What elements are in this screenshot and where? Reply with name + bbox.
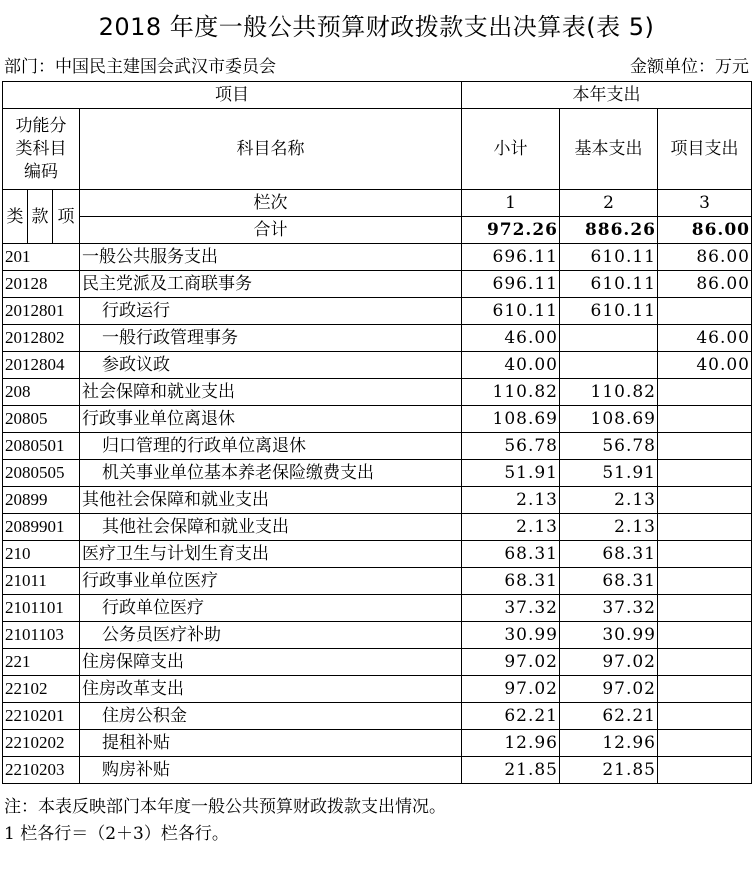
row-basic: 56.78 [560, 433, 658, 460]
row-basic: 97.02 [560, 649, 658, 676]
table-row [3, 730, 752, 757]
total-row [3, 217, 752, 244]
row-basic: 51.91 [560, 460, 658, 487]
table-row [3, 433, 752, 460]
table-row [3, 244, 752, 271]
row-code: 20899 [3, 487, 80, 514]
row-subject-name: 归口管理的行政单位离退休 [80, 433, 462, 460]
row-code: 2012801 [3, 298, 80, 325]
table-row [3, 757, 752, 784]
row-basic: 610.11 [560, 244, 658, 271]
row-project [658, 595, 752, 622]
row-subtotal: 68.31 [462, 568, 560, 595]
row-subject-name: 住房公积金 [80, 703, 462, 730]
row-subject-name: 民主党派及工商联事务 [80, 271, 462, 298]
header-kuan: 款 [28, 190, 53, 244]
row-code: 22102 [3, 676, 80, 703]
row-subtotal: 108.69 [462, 406, 560, 433]
row-subject-name: 其他社会保障和就业支出 [80, 514, 462, 541]
header-func-class-line: 类科目 [15, 138, 67, 159]
header-column-order: 栏次 [80, 190, 462, 217]
row-basic: 2.13 [560, 514, 658, 541]
header-current-year: 本年支出 [462, 82, 752, 109]
table-row [3, 649, 752, 676]
row-project [658, 703, 752, 730]
row-project: 46.00 [658, 325, 752, 352]
row-code: 2101101 [3, 595, 80, 622]
row-subtotal: 2.13 [462, 514, 560, 541]
row-basic: 21.85 [560, 757, 658, 784]
table-row [3, 622, 752, 649]
table-row [3, 595, 752, 622]
row-project [658, 487, 752, 514]
header-row-2 [3, 109, 752, 190]
row-subject-name: 其他社会保障和就业支出 [80, 487, 462, 514]
header-func-class-line: 功能分 [15, 115, 67, 136]
row-subtotal: 30.99 [462, 622, 560, 649]
row-subtotal: 2.13 [462, 487, 560, 514]
row-project [658, 433, 752, 460]
row-subtotal: 97.02 [462, 649, 560, 676]
table-row [3, 541, 752, 568]
row-subtotal: 56.78 [462, 433, 560, 460]
row-subject-name: 参政议政 [80, 352, 462, 379]
department-label: 部门：中国民主建国会武汉市委员会 [4, 57, 276, 77]
row-subject-name: 住房改革支出 [80, 676, 462, 703]
header-subtotal: 小计 [462, 109, 560, 190]
total-project: 86.00 [658, 217, 752, 244]
header-col1: 1 [462, 190, 560, 217]
header-row-1 [3, 82, 752, 109]
row-project [658, 568, 752, 595]
header-func-class [3, 109, 80, 190]
row-project [658, 649, 752, 676]
total-subtotal: 972.26 [462, 217, 560, 244]
row-basic: 68.31 [560, 568, 658, 595]
row-subtotal: 12.96 [462, 730, 560, 757]
row-project [658, 298, 752, 325]
row-project [658, 541, 752, 568]
row-subtotal: 696.11 [462, 244, 560, 271]
row-subject-name: 医疗卫生与计划生育支出 [80, 541, 462, 568]
row-subtotal: 21.85 [462, 757, 560, 784]
row-project [658, 622, 752, 649]
row-subject-name: 行政事业单位离退休 [80, 406, 462, 433]
table-row [3, 325, 752, 352]
row-basic: 30.99 [560, 622, 658, 649]
table-row [3, 352, 752, 379]
row-basic: 62.21 [560, 703, 658, 730]
row-subtotal: 40.00 [462, 352, 560, 379]
row-subtotal: 51.91 [462, 460, 560, 487]
row-code: 2210201 [3, 703, 80, 730]
row-subject-name: 行政运行 [80, 298, 462, 325]
report-title: 2018 年度一般公共预算财政拨款支出决算表(表 5) [98, 13, 655, 41]
header-project: 项目支出 [658, 109, 752, 190]
header-lei: 类 [3, 190, 28, 244]
row-basic: 610.11 [560, 271, 658, 298]
header-col3: 3 [658, 190, 752, 217]
row-subject-name: 机关事业单位基本养老保险缴费支出 [80, 460, 462, 487]
row-code: 20805 [3, 406, 80, 433]
header-row-3 [3, 190, 752, 217]
row-code: 2210203 [3, 757, 80, 784]
row-basic: 68.31 [560, 541, 658, 568]
row-project [658, 757, 752, 784]
table-row [3, 676, 752, 703]
row-project [658, 514, 752, 541]
row-subject-name: 行政单位医疗 [80, 595, 462, 622]
row-code: 2012804 [3, 352, 80, 379]
table-row [3, 703, 752, 730]
row-code: 2089901 [3, 514, 80, 541]
note-line-2: 1 栏各行＝（2＋3）栏各行。 [4, 824, 229, 844]
row-subject-name: 行政事业单位医疗 [80, 568, 462, 595]
row-basic: 12.96 [560, 730, 658, 757]
row-code: 21011 [3, 568, 80, 595]
row-subject-name: 购房补贴 [80, 757, 462, 784]
row-subtotal: 62.21 [462, 703, 560, 730]
row-subtotal: 110.82 [462, 379, 560, 406]
row-subtotal: 97.02 [462, 676, 560, 703]
unit-label: 金额单位：万元 [630, 57, 749, 77]
header-col2: 2 [560, 190, 658, 217]
row-code: 2210202 [3, 730, 80, 757]
table-row [3, 460, 752, 487]
row-subtotal: 37.32 [462, 595, 560, 622]
row-subtotal: 696.11 [462, 271, 560, 298]
row-code: 201 [3, 244, 80, 271]
table-row [3, 406, 752, 433]
row-subject-name: 住房保障支出 [80, 649, 462, 676]
total-label: 合计 [80, 217, 462, 244]
row-code: 2101103 [3, 622, 80, 649]
row-subtotal: 68.31 [462, 541, 560, 568]
row-subject-name: 社会保障和就业支出 [80, 379, 462, 406]
row-project [658, 460, 752, 487]
row-code: 2080501 [3, 433, 80, 460]
row-basic [560, 352, 658, 379]
table-row [3, 379, 752, 406]
row-basic: 610.11 [560, 298, 658, 325]
row-project: 86.00 [658, 271, 752, 298]
row-project [658, 379, 752, 406]
row-code: 2012802 [3, 325, 80, 352]
row-subject-name: 提租补贴 [80, 730, 462, 757]
row-basic: 110.82 [560, 379, 658, 406]
row-basic: 108.69 [560, 406, 658, 433]
row-subject-name: 一般公共服务支出 [80, 244, 462, 271]
header-basic: 基本支出 [560, 109, 658, 190]
table-row [3, 271, 752, 298]
row-code: 20128 [3, 271, 80, 298]
row-basic: 37.32 [560, 595, 658, 622]
row-project [658, 406, 752, 433]
row-basic: 97.02 [560, 676, 658, 703]
header-subject-name: 科目名称 [80, 109, 462, 190]
row-project [658, 730, 752, 757]
row-code: 208 [3, 379, 80, 406]
row-subject-name: 公务员医疗补助 [80, 622, 462, 649]
header-func-class-line: 编码 [24, 161, 58, 182]
row-basic: 2.13 [560, 487, 658, 514]
table-row [3, 568, 752, 595]
table-row [3, 298, 752, 325]
row-code: 221 [3, 649, 80, 676]
row-subtotal: 610.11 [462, 298, 560, 325]
row-project: 40.00 [658, 352, 752, 379]
row-subtotal: 46.00 [462, 325, 560, 352]
row-project: 86.00 [658, 244, 752, 271]
note-line-1: 注：本表反映部门本年度一般公共预算财政拨款支出情况。 [4, 797, 446, 817]
total-basic: 886.26 [560, 217, 658, 244]
row-basic [560, 325, 658, 352]
header-xiang: 项 [53, 190, 80, 244]
table-row [3, 514, 752, 541]
row-code: 2080505 [3, 460, 80, 487]
row-project [658, 676, 752, 703]
header-item: 项目 [3, 82, 462, 109]
row-subject-name: 一般行政管理事务 [80, 325, 462, 352]
budget-table [2, 81, 752, 784]
row-code: 210 [3, 541, 80, 568]
table-row [3, 487, 752, 514]
